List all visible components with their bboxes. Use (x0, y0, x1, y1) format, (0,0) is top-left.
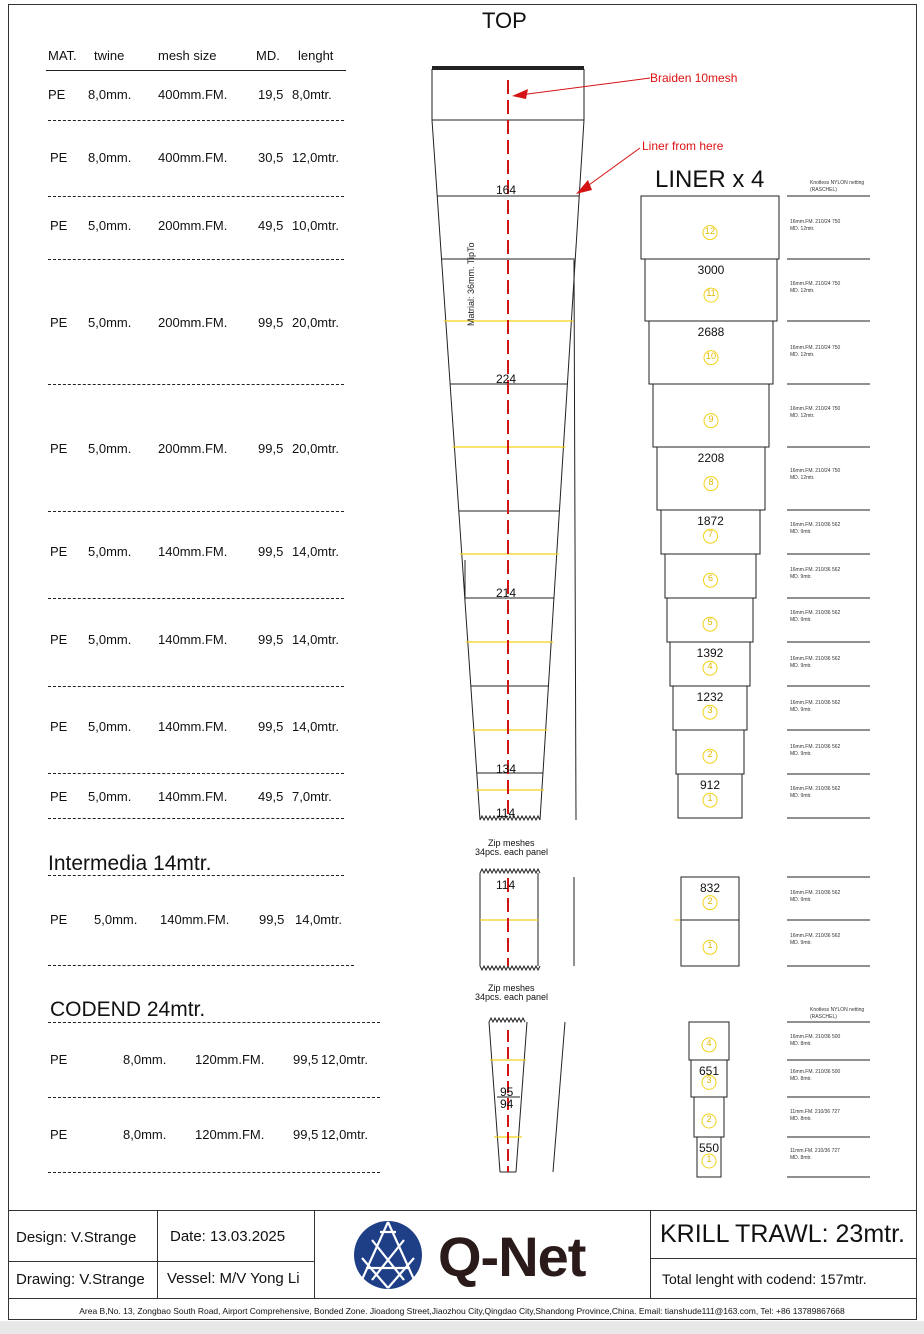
liner-panel-mesh-count: 1392 (696, 646, 724, 660)
liner-panel-number: 8 (708, 476, 714, 487)
liner-panel-number: 11 (706, 288, 716, 299)
footer-mid-rule-right (650, 1258, 917, 1259)
material-label: Matrial: 36mm. TipTo (466, 242, 476, 326)
section-7-mesh: 140mm.FM. (158, 632, 228, 647)
liner-panel-note: 16mm.FM. 210/36 562 MD. 9mtr. (790, 522, 841, 535)
mesh-count-224: 224 (496, 372, 517, 386)
section-8-md: 99,5 (258, 719, 284, 734)
section-1-mesh: 400mm.FM. (158, 87, 228, 102)
intermedia-liner-panel-mesh-count: 832 (699, 881, 721, 895)
section-2-length: 12,0mtr. (292, 150, 339, 165)
section-7-mat: PE (50, 632, 68, 647)
company-address: Area B,No. 13, Zongbao South Road, Airport Comprehensive, Bonded Zone. Jioadong Street,Jiaozhou City,Qingdao City,Shandong Province,China. Email: tianshude111@163.com, Tel: +86 13789867668 (79, 1306, 845, 1316)
codend-liner-panel-note: 11mm.FM. 210/36 727 MD. 8mtr. (790, 1148, 840, 1161)
section-5-length: 20,0mtr. (292, 441, 339, 456)
liner-panel-mesh-count: 912 (699, 778, 721, 792)
mesh-count-94: 94 (500, 1097, 514, 1111)
brand-name: Q-Net (438, 1225, 586, 1288)
section-8-twine: 5,0mm. (88, 719, 132, 734)
liner-panel-number: 4 (707, 661, 713, 672)
header-length: lenght (298, 48, 334, 63)
liner-header-note: Knotless NYLON netting (RASCHEL) (810, 180, 865, 193)
section-6-mesh: 140mm.FM. (158, 544, 228, 559)
intermedia-md: 99,5 (259, 912, 285, 927)
section-9-length: 7,0mtr. (292, 789, 332, 804)
section-1-md: 19,5 (258, 87, 284, 102)
section-6-twine: 5,0mm. (88, 544, 132, 559)
codend-row1-length: 12,0mtr. (321, 1052, 368, 1067)
codend-row2-mat: PE (50, 1127, 68, 1142)
section-1-twine: 8,0mm. (88, 87, 132, 102)
section-9-mesh: 140mm.FM. (158, 789, 228, 804)
liner-panel-number: 1 (707, 793, 713, 804)
intermedia-liner-panel-note: 16mm.FM. 210/36 562 MD. 9mtr. (790, 890, 841, 903)
liner-panel-number: 9 (708, 413, 714, 424)
arrow-head (512, 89, 528, 99)
codend-row2-mesh: 120mm.FM. (195, 1127, 265, 1142)
section-4-md: 99,5 (258, 315, 284, 330)
liner-panel-note: 16mm.FM. 210/24 750 MD. 12mtr. (790, 219, 841, 232)
section-3-twine: 5,0mm. (88, 218, 132, 233)
intermedia-liner-panel-note: 16mm.FM. 210/36 562 MD. 9mtr. (790, 933, 841, 946)
mesh-count-95: 95 (500, 1085, 514, 1099)
intermedia-mesh: 140mm.FM. (160, 912, 230, 927)
section-1-length: 8,0mtr. (292, 87, 332, 102)
total-length: Total lenght with codend: 157mtr. (662, 1271, 867, 1287)
intermedia-length: 14,0mtr. (295, 912, 342, 927)
section-8-length: 14,0mtr. (292, 719, 339, 734)
liner-panel-number: 5 (707, 617, 713, 628)
liner-panel-mesh-count: 1872 (697, 514, 724, 528)
section-5-mat: PE (50, 441, 68, 456)
intermedia-liner-panel-number: 1 (707, 940, 713, 951)
liner-panel-note: 16mm.FM. 210/36 562 MD. 9mtr. (790, 567, 841, 580)
header-mesh: mesh size (158, 48, 217, 63)
section-5-twine: 5,0mm. (88, 441, 132, 456)
header-mat: MAT. (48, 48, 77, 63)
section-4-length: 20,0mtr. (292, 315, 339, 330)
drawing-credit: Drawing: V.Strange (16, 1271, 145, 1288)
liner-panel-note: 16mm.FM. 210/24 750 MD. 12mtr. (790, 345, 841, 358)
zip1-label-b: 34pcs. each panel (475, 847, 549, 857)
section-2-mesh: 400mm.FM. (158, 150, 228, 165)
codend-row2-md: 99,5 (293, 1127, 319, 1142)
header-twine: twine (94, 48, 125, 63)
codend-liner-panel-number: 1 (706, 1154, 712, 1164)
codend-row1-twine: 8,0mm. (123, 1052, 167, 1067)
liner-arrow (582, 148, 640, 190)
zip2-label-b: 34pcs. each panel (475, 992, 549, 1002)
intermedia-title: Intermedia 14mtr. (48, 852, 212, 875)
codend-liner-panel-number: 2 (706, 1114, 712, 1124)
section-2-md: 30,5 (258, 150, 284, 165)
footer-top-rule (8, 1210, 917, 1211)
zip1-label-a: Zip meshes (488, 838, 535, 848)
section-3-md: 49,5 (258, 218, 284, 233)
date-label: Date: 13.03.2025 (170, 1228, 286, 1245)
mesh-count-214: 214 (496, 586, 517, 600)
liner-panel-number: 6 (707, 573, 713, 584)
section-7-twine: 5,0mm. (88, 632, 132, 647)
section-9-twine: 5,0mm. (88, 789, 132, 804)
codend-liner-header-note: Knotless NYLON netting (RASCHEL) (810, 1007, 865, 1020)
footer-col-rule (650, 1210, 651, 1298)
codend-row1-mesh: 120mm.FM. (195, 1052, 265, 1067)
section-8-mat: PE (50, 719, 68, 734)
section-2-mat: PE (50, 150, 68, 165)
section-1-mat: PE (48, 87, 66, 102)
footer-mid-rule (8, 1261, 314, 1262)
liner-panel-number: 10 (705, 350, 716, 361)
codend-row1-mat: PE (50, 1052, 68, 1067)
codend-liner-panel-mesh-count: 651 (698, 1064, 720, 1078)
section-9-md: 49,5 (258, 789, 284, 804)
section-4-mat: PE (50, 315, 68, 330)
codend-title: CODEND 24mtr. (50, 998, 206, 1021)
liner-panel-number: 3 (707, 705, 713, 716)
section-2-twine: 8,0mm. (88, 150, 132, 165)
design-credit: Design: V.Strange (16, 1229, 137, 1246)
section-6-md: 99,5 (258, 544, 284, 559)
liner-panel-number: 12 (704, 225, 715, 236)
liner-panel-note: 16mm.FM. 210/24 750 MD. 12mtr. (790, 468, 841, 481)
mesh-count-164: 164 (496, 183, 517, 197)
intermedia-mat: PE (50, 912, 68, 927)
product-title: KRILL TRAWL: 23mtr. (660, 1220, 905, 1248)
mesh-count-114-intermedia: 114 (496, 878, 516, 892)
liner-panel-mesh-count: 2208 (697, 451, 725, 465)
section-3-mat: PE (50, 218, 68, 233)
liner-panel-mesh-count: 3000 (697, 263, 725, 277)
codend-liner-panel-note: 16mm.FM. 210/36 500 MD. 8mtr. (790, 1069, 841, 1082)
section-9-mat: PE (50, 789, 68, 804)
liner-panel-number: 2 (707, 749, 713, 760)
liner-panel-note: 16mm.FM. 210/36 562 MD. 9mtr. (790, 610, 841, 623)
liner-panel-number: 7 (707, 529, 713, 540)
liner-panel-note: 16mm.FM. 210/36 562 MD. 9mtr. (790, 656, 841, 669)
liner-panel-note: 16mm.FM. 210/24 750 MD. 12mtr. (790, 281, 841, 294)
codend-row2-twine: 8,0mm. (123, 1127, 167, 1142)
section-6-length: 14,0mtr. (292, 544, 339, 559)
section-7-md: 99,5 (258, 632, 284, 647)
footer-bottom-rule (8, 1298, 917, 1299)
section-8-mesh: 140mm.FM. (158, 719, 228, 734)
codend-row1-md: 99,5 (293, 1052, 319, 1067)
codend-liner-panel-note: 11mm.FM. 210/36 727 MD. 8mtr. (790, 1109, 840, 1122)
liner-panel-note: 16mm.FM. 210/36 562 MD. 9mtr. (790, 786, 841, 799)
footer-col-rule (157, 1210, 158, 1298)
codend-row2-length: 12,0mtr. (321, 1127, 368, 1142)
zip2-label-a: Zip meshes (488, 983, 535, 993)
liner-from-label: Liner from here (642, 139, 724, 153)
codend-liner-panel-number: 3 (706, 1075, 712, 1086)
liner-panel-mesh-count: 2688 (697, 325, 725, 339)
codend-liner-panel-number: 4 (706, 1037, 712, 1048)
codend-liner-panel-mesh-count: 550 (698, 1141, 720, 1155)
braiden-label: Braiden 10mesh (650, 71, 738, 85)
liner-panel-mesh-count: 1232 (696, 690, 724, 704)
vessel-label: Vessel: M/V Yong Li (167, 1270, 300, 1287)
section-5-mesh: 200mm.FM. (158, 441, 228, 456)
section-4-twine: 5,0mm. (88, 315, 132, 330)
section-3-mesh: 200mm.FM. (158, 218, 228, 233)
mesh-count-114: 114 (496, 806, 516, 820)
drawing-title: TOP (482, 8, 527, 33)
liner-panel-note: 16mm.FM. 210/24 750 MD. 12mtr. (790, 406, 841, 419)
mesh-count-134: 134 (496, 762, 517, 776)
braiden-arrow (520, 78, 650, 95)
bottom-strip (0, 1321, 924, 1334)
arrow-head (576, 180, 592, 194)
liner-title: LINER x 4 (655, 166, 765, 193)
liner-panel-note: 16mm.FM. 210/36 562 MD. 9mtr. (790, 700, 841, 713)
intermedia-liner-panel-number: 2 (707, 895, 713, 906)
header-md: MD. (256, 48, 280, 63)
liner-panel-note: 16mm.FM. 210/36 562 MD. 9mtr. (790, 744, 841, 757)
intermedia-twine: 5,0mm. (94, 912, 138, 927)
section-3-length: 10,0mtr. (292, 218, 339, 233)
section-4-mesh: 200mm.FM. (158, 315, 228, 330)
braided-edge (432, 66, 584, 70)
section-7-length: 14,0mtr. (292, 632, 339, 647)
codend-liner-panel-note: 16mm.FM. 210/36 500 MD. 8mtr. (790, 1034, 841, 1047)
section-6-mat: PE (50, 544, 68, 559)
section-5-md: 99,5 (258, 441, 284, 456)
footer-col-rule (314, 1210, 315, 1298)
